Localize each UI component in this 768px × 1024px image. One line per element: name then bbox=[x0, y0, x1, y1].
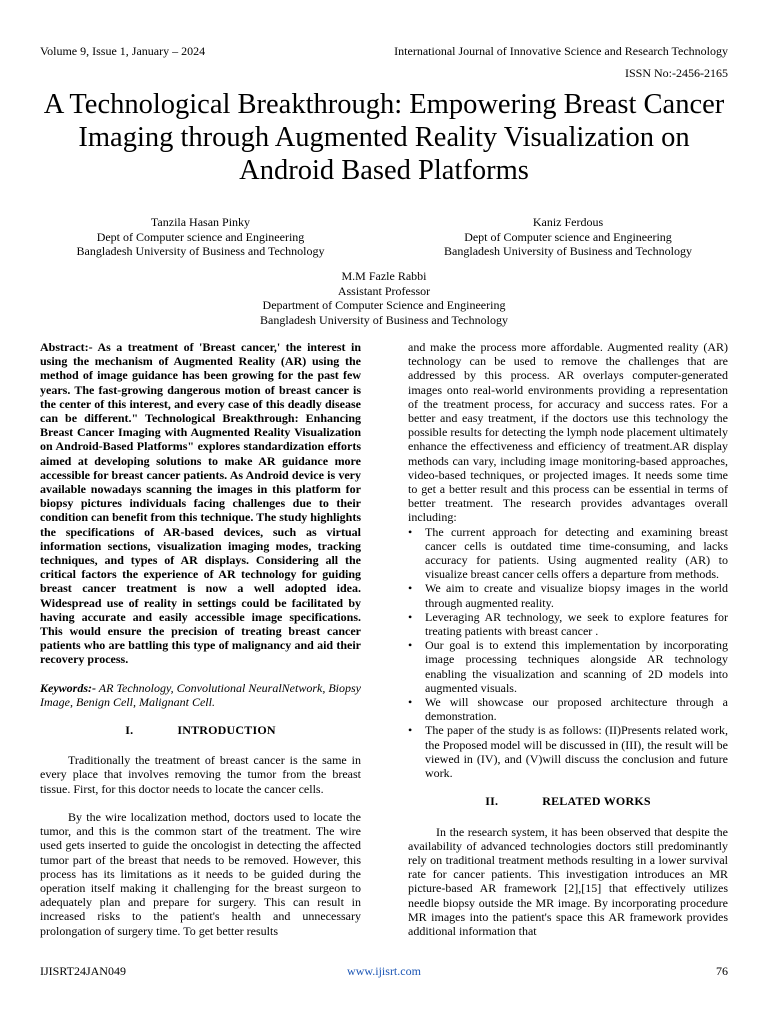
left-column bbox=[40, 340, 361, 952]
list-item: • We will showcase our proposed architecture through a demonstration. bbox=[425, 695, 728, 723]
author-role: Assistant Professor bbox=[337, 283, 431, 298]
list-item: • Our goal is to extend this implementation by incorporating image processing techniques alongside AR technology enabling the visualization and scanning of 2D models into augmented visuals. bbox=[425, 638, 728, 695]
section-title: INTRODUCTION bbox=[177, 723, 276, 738]
intro-paragraph-1: Traditionally the treatment of breast cancer is the same in every place that involves removing the tumor from the breast tissue. First, for this doctor needs to locate the cancer cells. bbox=[40, 753, 361, 796]
author-affiliation: Bangladesh University of Business and Technology bbox=[444, 244, 692, 259]
section-heading-related-works bbox=[408, 794, 728, 808]
paper-title: A Technological Breakthrough: Empowering Breast Cancer Imaging through Augmented Reality Visualization on Android Based Platforms bbox=[43, 89, 725, 186]
paper-id: IJISRT24JAN049 bbox=[40, 964, 126, 978]
keywords bbox=[40, 681, 361, 709]
abstract: Abstract:- As a treatment of 'Breast cancer,' the interest in using the mechanism of Augmented Reality (AR) using the method of image guidance has been growing for the past few years. The fast-growing dangerous motion of breast cancer is the center of this interest, and every case of this deadly disease can be different." Technological Breakthrough: Enhancing Breast Cancer Imaging with Augmented Reality Visualization on Android-Based Platforms" explores standardization efforts aimed at developing solutions to make AR guidance more accessible for breast cancer patients. As Android device is very available nowadays scanning the images in this platform for biopsy pictures individuals facing challenges due to their condition can benefit from this technique. The study highlights the specifications of AR-based devices, such as virtual information sections, visualization imaging modes, tracking techniques, and types of AR displays. Considering all the critical factors the experience of AR technology for guiding breast cancer treatment is now a well adopted idea. Widespread use of reality in settings could be facilitated by having accurate and easily accessible image specifications. This would ensure the precision of treating breast cancer patients who are battling this type of malignancy and aid their recovery process. bbox=[40, 340, 361, 667]
journal-url-link[interactable]: www.ijisrt.com bbox=[347, 964, 421, 978]
author-block-1 bbox=[40, 215, 361, 259]
author-dept: Department of Computer Science and Engineering bbox=[262, 298, 506, 313]
list-item: • The paper of the study is as follows: (II)Presents related work, the Proposed model will be discussed in (III), the result will be viewed in (IV), and (V)will discuss the conclusion and future work. bbox=[425, 723, 728, 780]
section-title: RELATED WORKS bbox=[542, 794, 651, 809]
author-name: M.M Fazle Rabbi bbox=[341, 269, 427, 283]
intro-continuation: and make the process more affordable. Augmented reality (AR) technology can be used to remove the challenges that are addressed by this process. AR overlays computer-generated images onto real-world environments providing a representation of the treatment process, for accuracy and success rates. For a better and easy treatment, if the doctors use this technology the possible results for detecting the lymph node placement ultimately enhance the effectiveness and efficiency of treatment.AR display methods can vary, including image monitoring-based approaches, video-based techniques, or projected images. It needs some time to get a better result and this process can be essential in terms of better treatment. The research provides advantages overall including: bbox=[408, 340, 728, 525]
keywords-label: Keywords:- bbox=[40, 680, 96, 695]
section-heading-introduction bbox=[40, 723, 361, 737]
issn: ISSN No:-2456-2165 bbox=[624, 66, 728, 80]
right-column bbox=[408, 340, 728, 952]
list-item: • The current approach for detecting and examining breast cancer cells is outdated time time-consuming, and lacks accuracy for patients. Using augmented reality (AR) to visualize breast cancer cells offers a departure from methods. bbox=[425, 525, 728, 582]
related-works-paragraph: In the research system, it has been observed that despite the availability of advanced technologies doctors still predominantly rely on traditional treatment methods resulting in a lower survival rate for cancer patients. This investigation introduces an MR picture-based AR framework [2],[15] that effectively utilizes needle biopsy outside the MR image. By incorporating procedure MR images into the patient's space this AR framework provides additional information that bbox=[408, 824, 728, 938]
author-name: Tanzila Hasan Pinky bbox=[150, 215, 251, 229]
author-affiliation: Bangladesh University of Business and Technology bbox=[260, 312, 508, 327]
author-block-2 bbox=[408, 215, 728, 259]
author-dept: Dept of Computer science and Engineering bbox=[464, 229, 672, 244]
issue-info: Volume 9, Issue 1, January – 2024 bbox=[40, 44, 206, 58]
journal-name: International Journal of Innovative Science and Research Technology bbox=[394, 44, 728, 58]
author-block-3 bbox=[140, 269, 628, 327]
section-number: II. bbox=[485, 794, 499, 809]
author-name: Kaniz Ferdous bbox=[532, 215, 604, 229]
list-item: • Leveraging AR technology, we seek to explore features for treating patients with breast cancer . bbox=[425, 610, 728, 638]
list-item: • We aim to create and visualize biopsy images in the world through augmented reality. bbox=[425, 581, 728, 609]
author-dept: Dept of Computer science and Engineering bbox=[96, 229, 305, 244]
section-number: I. bbox=[125, 723, 134, 738]
keywords-text: AR Technology, Convolutional NeuralNetwork, Biopsy Image, Benign Cell, Malignant Cell. bbox=[40, 680, 362, 709]
page-number: 76 bbox=[716, 964, 728, 978]
author-affiliation: Bangladesh University of Business and Technology bbox=[76, 244, 325, 259]
contribution-list bbox=[408, 525, 728, 781]
intro-paragraph-2: By the wire localization method, doctors used to locate the tumor, and this is the common start of the treatment. The wire used gets inserted to guide the oncologist in detecting the affected tumor part of the breast that needs to be removed. However, this process has its limitations as it needs to be guided during the operation itself making it challenging for the breast surgeon to adequately plan and prepare for surgery. This can result in increased risks to the patient's health and unnecessary prolongation of surgery time. To get better results bbox=[40, 809, 361, 938]
